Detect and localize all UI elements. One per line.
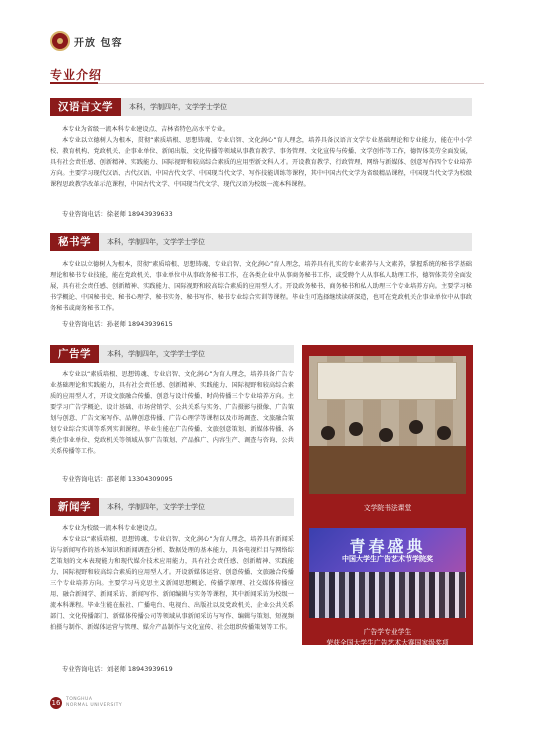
major-bar-journalism xyxy=(50,498,294,516)
major-meta: 本科，学制四年，文学学士学位 xyxy=(107,238,205,246)
photo2-caption-line2: 荣获全国大学生广告艺术大赛国家级奖项 xyxy=(326,639,449,647)
classroom-board xyxy=(317,362,457,400)
classroom-desk xyxy=(309,446,466,494)
footer-line2: NORMAL UNIVERSITY xyxy=(66,703,123,708)
section-title: 专业介绍 xyxy=(50,68,103,82)
student-figure xyxy=(321,426,335,440)
award-group-figures xyxy=(309,572,466,618)
major-paragraph: 本专业以立德树人为根本，贯彻“素质培根、思想铸魂、专业启智、文化润心”育人理念，培养具有扎实的专业素养与人文素养，掌握系统的秘书学基础理论和秘书专业技能，能在党政机关、事业单位中从事政务秘书工作，在各类企业中从事商务秘书工作，或受聘个人从事私人助理工作，德智体美劳全面发展，具有社会责任感、创新精神、实践能力、国际视野和较高综合素质的应用型人才。开设政务秘书、商务秘书和私人助理三个专业培养方向。主要学习秘书学概论、中国秘书史、秘书心理学、秘书实务、秘书写作、秘书专业综合实训等课程。毕业生可选择继续读研深造，也可在党政机关企事业单位中从事政务秘书或商务秘书工作。 xyxy=(50,261,472,312)
section-divider xyxy=(50,83,484,84)
page-header xyxy=(0,0,534,50)
page-number: 16 xyxy=(51,699,61,707)
major-bar-secretary xyxy=(50,233,472,251)
major-name: 汉语言文学 xyxy=(50,98,121,116)
header-title: 开放 包容 xyxy=(74,38,123,49)
student-figure xyxy=(379,428,393,442)
award-banner-subtitle: 中国大学生广告艺术节学院奖 xyxy=(342,555,433,563)
major-paragraph: 本专业以“素质培根、思想铸魂、专业启智、文化润心”为育人理念，培养具有新闻采访与新闻写作的基本知识和新闻调查分析、数据处理的基本能力，具备电视栏目与网络综艺策划的文本表现能力和现代媒介技术应用能力，具有社会责任感、创新精神、实践能力、国际视野和较高综合素质的应用型人才。开设新媒体运营、创意传播、文旅融合传播三个专业培养方向。主要学习马克思主义新闻思想概论、传播学原理、社交媒体传播应用、融合新闻学、新闻采访、新闻写作、新闻编辑与实务等课程，其中新闻采访为校级一流本科课程。毕业生能在报社、广播电台、电视台、出版社以及党政机关、企业公共关系部门、文化传播部门、新媒体传播公司等领域从事新闻采访与写作、编辑与策划、短视频拍摄与制作、新媒体运营与管理、媒介产品制作与文化宣传、社会组织传播策划等工作。 xyxy=(50,536,294,631)
major-paragraph: 本专业为省级一流本科专业建设点、吉林省特色高水平专业。 xyxy=(62,126,230,133)
major-bar-chinese xyxy=(50,98,472,116)
major-name: 新闻学 xyxy=(50,498,99,516)
student-figure xyxy=(349,422,363,436)
award-ceremony-photo xyxy=(309,528,466,618)
major-paragraph: 本专业以“素质培根、思想铸魂、专业启智、文化润心”为育人理念，培养具备广告专业基础理论和实践能力，具有社会责任感、创新精神、实践能力、国际视野和较高综合素质的应用型人才，开设文旅融合传播、创意与设计传播、时尚传播三个专业培养方向。主要学习广告学概论、设计基础、市场营销学、公共关系与实务、广告摄影与摄像、广告策划与创意、广告文案写作、品牌创意传播、广告心理学等课程以及市场调查、文旅融合策划专业综合实训等系列实训课程。毕业生能在广告传播、文旅创意策划、新媒体传播、各类企事业单位、党政机关等领域从事广告策划、产品推广、内容生产、调查与咨询、公共关系传播等工作。 xyxy=(50,371,294,455)
student-figure xyxy=(409,420,423,434)
major-contact: 专业咨询电话：孙老师 18943939615 xyxy=(62,320,173,328)
university-logo-icon xyxy=(50,31,70,51)
photo2-caption-line1: 广告学专业学生 xyxy=(363,628,412,636)
calligraphy-class-photo xyxy=(309,356,466,494)
major-meta: 本科，学制四年，文学学士学位 xyxy=(129,103,227,111)
major-meta: 本科，学制四年，文学学士学位 xyxy=(107,350,205,358)
major-contact: 专业咨询电话：刘老师 18943939619 xyxy=(62,665,173,673)
footer-line1: TONGHUA xyxy=(66,697,93,702)
major-contact: 专业咨询电话：邵老师 13304309095 xyxy=(62,475,173,483)
major-paragraph: 本专业为校级一流本科专业建设点。 xyxy=(62,525,161,532)
major-bar-advertising xyxy=(50,345,294,363)
major-meta: 本科，学制四年，文学学士学位 xyxy=(107,503,205,511)
section-divider-accent xyxy=(50,82,98,84)
photo1-caption: 文学院书法课堂 xyxy=(363,504,412,512)
major-paragraph: 本专业以立德树人为根本，贯彻“素质培根、思想铸魂、专业启智、文化润心”育人理念，培养具备汉语言文学专业基础理论和专业能力，能在中小学校、教育机构、党政机关、企事业单位、新闻出版、文化传播等领域从事教育教学、事务管理、文化宣传与传播、文学创作等工作，德智体美劳全面发展，具有社会责任感、创新精神、实践能力、国际视野和较高综合素质的应用型新文科人才。开设教育教学、行政管理、网络与新媒体、创意写作四个专业培养方向。主要学习现代汉语、古代汉语、中国古代文学、中国现当代文学、写作技能训练等课程，其中中国古代文学为省级精品课程，中国现当代文学为校级课程思政教学改革示范课程，中国古代文学、中国现当代文学、现代汉语为校级一流本科课程。 xyxy=(50,137,472,188)
major-name: 广告学 xyxy=(50,345,99,363)
major-name: 秘书学 xyxy=(50,233,99,251)
award-banner-title: 青春盛典 xyxy=(349,537,426,556)
photo-panel xyxy=(302,345,473,645)
student-figure xyxy=(437,426,451,440)
major-contact: 专业咨询电话：徐老师 18943939633 xyxy=(62,210,173,218)
footer-university-name xyxy=(66,697,122,709)
